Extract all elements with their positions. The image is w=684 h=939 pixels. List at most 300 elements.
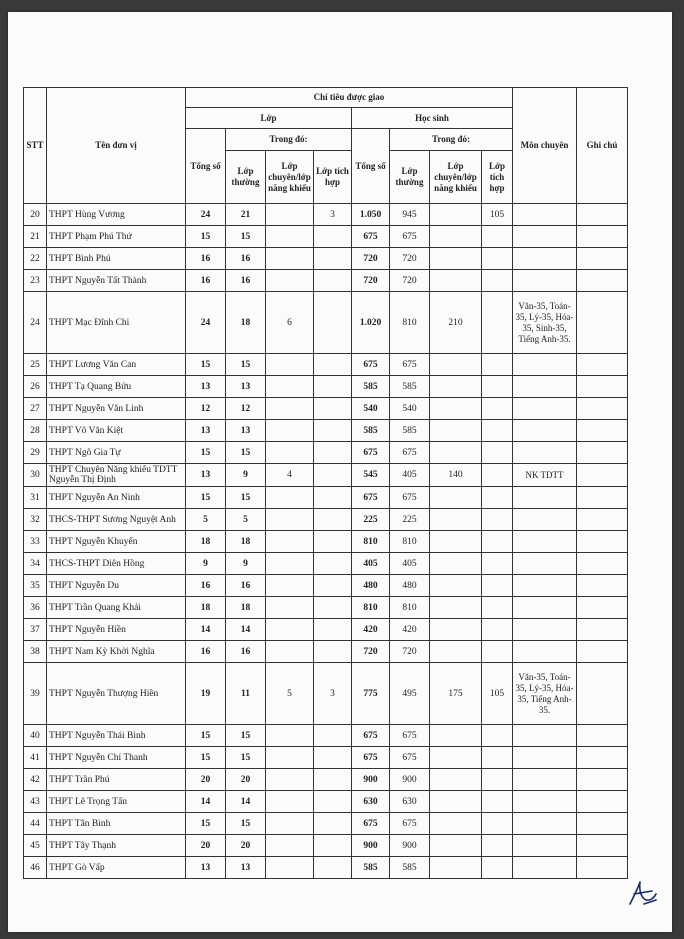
header-hs-thuong: Lớp thường	[390, 151, 430, 204]
cell-lop-tich-hop	[314, 226, 352, 248]
quota-table	[23, 87, 628, 879]
cell-mon-chuyen	[513, 226, 577, 248]
cell-hs-tich-hop	[482, 354, 513, 376]
cell-lop-tich-hop: 3	[314, 204, 352, 226]
cell-ghi-chu	[577, 398, 628, 420]
cell-hs-tich-hop	[482, 619, 513, 641]
cell-hs-tong-so: 420	[352, 619, 390, 641]
header-hs-chuyen: Lớp chuyên/lớp năng khiếu	[430, 151, 482, 204]
cell-lop-thuong: 9	[226, 553, 266, 575]
cell-ghi-chu	[577, 354, 628, 376]
table-row	[24, 464, 628, 487]
cell-hs-tong-so: 1.050	[352, 204, 390, 226]
cell-lop-tong-so: 5	[186, 509, 226, 531]
table-row	[24, 813, 628, 835]
cell-ten-don-vi: THCS-THPT Sương Nguyệt Anh	[47, 509, 186, 531]
cell-hs-thuong: 810	[390, 531, 430, 553]
cell-ghi-chu	[577, 270, 628, 292]
cell-ghi-chu	[577, 769, 628, 791]
cell-lop-chuyen	[266, 531, 314, 553]
header-hs-tong-so: Tổng số	[352, 129, 390, 204]
cell-lop-tong-so: 13	[186, 464, 226, 487]
cell-hs-chuyen: 210	[430, 292, 482, 354]
cell-stt: 45	[24, 835, 47, 857]
table-header	[24, 88, 628, 204]
cell-hs-chuyen	[430, 747, 482, 769]
cell-hs-tich-hop	[482, 292, 513, 354]
cell-lop-thuong: 11	[226, 663, 266, 725]
table-row	[24, 791, 628, 813]
cell-lop-thuong: 18	[226, 597, 266, 619]
cell-hs-thuong: 540	[390, 398, 430, 420]
table-row	[24, 398, 628, 420]
cell-hs-tich-hop	[482, 248, 513, 270]
cell-lop-chuyen	[266, 509, 314, 531]
cell-stt: 35	[24, 575, 47, 597]
cell-hs-thuong: 675	[390, 226, 430, 248]
cell-lop-chuyen	[266, 354, 314, 376]
cell-hs-chuyen	[430, 553, 482, 575]
cell-lop-tong-so: 24	[186, 292, 226, 354]
cell-hs-tong-so: 775	[352, 663, 390, 725]
cell-hs-chuyen	[430, 204, 482, 226]
cell-lop-thuong: 16	[226, 248, 266, 270]
cell-hs-chuyen	[430, 791, 482, 813]
cell-hs-thuong: 720	[390, 248, 430, 270]
cell-ten-don-vi: THPT Gò Vấp	[47, 857, 186, 879]
cell-stt: 43	[24, 791, 47, 813]
cell-mon-chuyen	[513, 420, 577, 442]
cell-lop-tich-hop	[314, 376, 352, 398]
cell-mon-chuyen	[513, 376, 577, 398]
cell-lop-thuong: 12	[226, 398, 266, 420]
cell-hs-tich-hop	[482, 531, 513, 553]
cell-ghi-chu	[577, 575, 628, 597]
cell-hs-chuyen	[430, 398, 482, 420]
cell-hs-tong-so: 630	[352, 791, 390, 813]
cell-hs-tich-hop	[482, 769, 513, 791]
cell-lop-chuyen	[266, 597, 314, 619]
cell-hs-tong-so: 810	[352, 531, 390, 553]
cell-lop-tich-hop	[314, 619, 352, 641]
cell-lop-chuyen	[266, 575, 314, 597]
cell-hs-chuyen	[430, 531, 482, 553]
cell-hs-tong-so: 720	[352, 641, 390, 663]
cell-mon-chuyen	[513, 769, 577, 791]
table-row	[24, 857, 628, 879]
cell-lop-chuyen: 6	[266, 292, 314, 354]
cell-hs-thuong: 495	[390, 663, 430, 725]
cell-lop-tong-so: 19	[186, 663, 226, 725]
cell-lop-chuyen	[266, 857, 314, 879]
cell-stt: 20	[24, 204, 47, 226]
cell-hs-thuong: 675	[390, 725, 430, 747]
cell-lop-chuyen: 4	[266, 464, 314, 487]
cell-ten-don-vi: THPT Lê Trọng Tấn	[47, 791, 186, 813]
cell-ghi-chu	[577, 553, 628, 575]
cell-lop-chuyen	[266, 553, 314, 575]
cell-lop-chuyen: 5	[266, 663, 314, 725]
table-row	[24, 575, 628, 597]
cell-stt: 32	[24, 509, 47, 531]
table-row	[24, 509, 628, 531]
cell-hs-tich-hop	[482, 857, 513, 879]
cell-lop-chuyen	[266, 835, 314, 857]
table-row	[24, 641, 628, 663]
cell-hs-tich-hop: 105	[482, 204, 513, 226]
cell-hs-tich-hop	[482, 835, 513, 857]
cell-lop-chuyen	[266, 420, 314, 442]
cell-lop-thuong: 20	[226, 769, 266, 791]
cell-hs-tong-so: 675	[352, 725, 390, 747]
cell-hs-tich-hop	[482, 509, 513, 531]
table-row	[24, 597, 628, 619]
cell-hs-chuyen	[430, 487, 482, 509]
cell-stt: 30	[24, 464, 47, 487]
cell-hs-tong-so: 720	[352, 248, 390, 270]
cell-hs-tong-so: 405	[352, 553, 390, 575]
cell-stt: 41	[24, 747, 47, 769]
cell-lop-tich-hop	[314, 553, 352, 575]
cell-stt: 33	[24, 531, 47, 553]
cell-hs-tong-so: 585	[352, 857, 390, 879]
cell-lop-chuyen	[266, 248, 314, 270]
cell-hs-tong-so: 1.020	[352, 292, 390, 354]
cell-lop-tong-so: 24	[186, 204, 226, 226]
table-row	[24, 204, 628, 226]
cell-lop-tong-so: 18	[186, 531, 226, 553]
cell-lop-chuyen	[266, 725, 314, 747]
cell-lop-thuong: 16	[226, 575, 266, 597]
cell-lop-tong-so: 16	[186, 270, 226, 292]
cell-hs-tich-hop	[482, 420, 513, 442]
cell-mon-chuyen	[513, 248, 577, 270]
cell-ghi-chu	[577, 835, 628, 857]
cell-stt: 42	[24, 769, 47, 791]
cell-stt: 40	[24, 725, 47, 747]
cell-mon-chuyen	[513, 835, 577, 857]
cell-lop-thuong: 18	[226, 292, 266, 354]
cell-hs-tich-hop	[482, 747, 513, 769]
cell-lop-thuong: 13	[226, 857, 266, 879]
cell-hs-tich-hop	[482, 487, 513, 509]
cell-hs-chuyen	[430, 725, 482, 747]
cell-ghi-chu	[577, 248, 628, 270]
table-body	[24, 204, 628, 879]
cell-ten-don-vi: THPT Bình Phú	[47, 248, 186, 270]
cell-stt: 25	[24, 354, 47, 376]
cell-ten-don-vi: THPT Nguyễn Chí Thanh	[47, 747, 186, 769]
header-lop-tong-so: Tổng số	[186, 129, 226, 204]
cell-stt: 27	[24, 398, 47, 420]
cell-hs-thuong: 720	[390, 270, 430, 292]
cell-hs-thuong: 585	[390, 420, 430, 442]
cell-ten-don-vi: THPT Nguyễn Hiền	[47, 619, 186, 641]
cell-hs-tich-hop	[482, 376, 513, 398]
cell-lop-tong-so: 13	[186, 420, 226, 442]
cell-stt: 44	[24, 813, 47, 835]
cell-lop-thuong: 13	[226, 420, 266, 442]
header-stt: STT	[24, 88, 47, 204]
cell-lop-chuyen	[266, 226, 314, 248]
cell-mon-chuyen: Văn-35, Toán-35, Lý-35, Hóa-35, Tiếng Anh-35.	[513, 663, 577, 725]
cell-hs-thuong: 720	[390, 641, 430, 663]
cell-hs-chuyen	[430, 509, 482, 531]
cell-mon-chuyen	[513, 857, 577, 879]
table-row	[24, 835, 628, 857]
cell-lop-tich-hop	[314, 509, 352, 531]
cell-hs-chuyen: 175	[430, 663, 482, 725]
cell-hs-tich-hop	[482, 398, 513, 420]
cell-ten-don-vi: THPT Tạ Quang Bửu	[47, 376, 186, 398]
cell-hs-thuong: 945	[390, 204, 430, 226]
cell-lop-thuong: 13	[226, 376, 266, 398]
cell-ghi-chu	[577, 813, 628, 835]
cell-ten-don-vi: THPT Mạc Đĩnh Chi	[47, 292, 186, 354]
cell-lop-thuong: 15	[226, 725, 266, 747]
cell-lop-tich-hop	[314, 442, 352, 464]
cell-ten-don-vi: THPT Phạm Phú Thứ	[47, 226, 186, 248]
cell-lop-tich-hop	[314, 270, 352, 292]
cell-ghi-chu	[577, 747, 628, 769]
cell-lop-chuyen	[266, 487, 314, 509]
cell-ten-don-vi: THPT Nguyễn Văn Linh	[47, 398, 186, 420]
cell-hs-tong-so: 585	[352, 420, 390, 442]
cell-lop-tich-hop	[314, 248, 352, 270]
cell-mon-chuyen	[513, 553, 577, 575]
cell-lop-tong-so: 20	[186, 835, 226, 857]
cell-ten-don-vi: THPT Nguyễn Thượng Hiền	[47, 663, 186, 725]
cell-stt: 22	[24, 248, 47, 270]
cell-lop-thuong: 15	[226, 487, 266, 509]
cell-mon-chuyen	[513, 354, 577, 376]
cell-ghi-chu	[577, 442, 628, 464]
cell-lop-thuong: 15	[226, 226, 266, 248]
cell-hs-tong-so: 675	[352, 813, 390, 835]
cell-ten-don-vi: THPT Tây Thạnh	[47, 835, 186, 857]
cell-mon-chuyen: NK TDTT	[513, 464, 577, 487]
cell-lop-tong-so: 16	[186, 248, 226, 270]
cell-ghi-chu	[577, 509, 628, 531]
cell-hs-tich-hop	[482, 813, 513, 835]
cell-lop-tich-hop	[314, 769, 352, 791]
cell-hs-thuong: 810	[390, 597, 430, 619]
cell-mon-chuyen	[513, 398, 577, 420]
cell-ghi-chu	[577, 619, 628, 641]
cell-lop-tong-so: 12	[186, 398, 226, 420]
cell-lop-chuyen	[266, 641, 314, 663]
header-lop-tich-hop: Lớp tích hợp	[314, 151, 352, 204]
header-lop: Lớp	[186, 108, 352, 129]
cell-stt: 23	[24, 270, 47, 292]
cell-stt: 37	[24, 619, 47, 641]
cell-ghi-chu	[577, 531, 628, 553]
cell-ten-don-vi: THPT Nguyễn Du	[47, 575, 186, 597]
cell-hs-tich-hop	[482, 641, 513, 663]
cell-lop-chuyen	[266, 619, 314, 641]
header-mon-chuyen: Môn chuyên	[513, 88, 577, 204]
cell-mon-chuyen	[513, 442, 577, 464]
cell-hs-tich-hop	[482, 226, 513, 248]
cell-ghi-chu	[577, 376, 628, 398]
cell-lop-tong-so: 15	[186, 813, 226, 835]
cell-ten-don-vi: THPT Nguyễn Thái Bình	[47, 725, 186, 747]
cell-ten-don-vi: THPT Trần Quang Khải	[47, 597, 186, 619]
cell-lop-thuong: 16	[226, 270, 266, 292]
cell-ten-don-vi: THPT Nguyễn Tất Thành	[47, 270, 186, 292]
cell-lop-tong-so: 18	[186, 597, 226, 619]
cell-lop-tich-hop	[314, 641, 352, 663]
cell-hs-tong-so: 545	[352, 464, 390, 487]
cell-mon-chuyen	[513, 791, 577, 813]
cell-stt: 38	[24, 641, 47, 663]
table-row	[24, 226, 628, 248]
cell-hs-chuyen	[430, 376, 482, 398]
cell-ghi-chu	[577, 791, 628, 813]
cell-hs-tong-so: 720	[352, 270, 390, 292]
cell-ghi-chu	[577, 420, 628, 442]
cell-stt: 26	[24, 376, 47, 398]
cell-lop-tich-hop	[314, 487, 352, 509]
cell-ten-don-vi: THPT Võ Văn Kiệt	[47, 420, 186, 442]
table-row	[24, 553, 628, 575]
cell-ten-don-vi: THPT Trần Phú	[47, 769, 186, 791]
cell-lop-chuyen	[266, 204, 314, 226]
cell-mon-chuyen: Văn-35, Toán-35, Lý-35, Hóa-35, Sinh-35, Tiếng Anh-35.	[513, 292, 577, 354]
cell-hs-thuong: 225	[390, 509, 430, 531]
cell-stt: 39	[24, 663, 47, 725]
cell-ten-don-vi: THPT Lương Văn Can	[47, 354, 186, 376]
cell-lop-thuong: 16	[226, 641, 266, 663]
cell-ghi-chu	[577, 725, 628, 747]
cell-hs-tong-so: 675	[352, 226, 390, 248]
cell-ghi-chu	[577, 663, 628, 725]
header-hs-tich-hop: Lớp tích hợp	[482, 151, 513, 204]
cell-hs-tong-so: 675	[352, 487, 390, 509]
cell-lop-thuong: 15	[226, 354, 266, 376]
cell-hs-tong-so: 480	[352, 575, 390, 597]
cell-hs-chuyen	[430, 248, 482, 270]
cell-hs-chuyen	[430, 226, 482, 248]
cell-mon-chuyen	[513, 531, 577, 553]
cell-hs-tich-hop	[482, 464, 513, 487]
cell-stt: 34	[24, 553, 47, 575]
cell-lop-thuong: 20	[226, 835, 266, 857]
cell-lop-tich-hop: 3	[314, 663, 352, 725]
cell-mon-chuyen	[513, 270, 577, 292]
cell-hs-thuong: 675	[390, 813, 430, 835]
cell-hs-tich-hop	[482, 791, 513, 813]
cell-lop-tong-so: 15	[186, 354, 226, 376]
table-row	[24, 487, 628, 509]
cell-stt: 46	[24, 857, 47, 879]
cell-hs-chuyen	[430, 813, 482, 835]
cell-lop-tich-hop	[314, 398, 352, 420]
cell-hs-tich-hop	[482, 270, 513, 292]
header-lop-thuong: Lớp thường	[226, 151, 266, 204]
cell-hs-thuong: 900	[390, 769, 430, 791]
cell-lop-chuyen	[266, 747, 314, 769]
cell-ghi-chu	[577, 204, 628, 226]
cell-lop-thuong: 14	[226, 619, 266, 641]
cell-hs-tong-so: 675	[352, 354, 390, 376]
cell-mon-chuyen	[513, 725, 577, 747]
cell-hs-thuong: 420	[390, 619, 430, 641]
cell-ten-don-vi: THPT Tân Bình	[47, 813, 186, 835]
cell-hs-tong-so: 810	[352, 597, 390, 619]
cell-ten-don-vi: THPT Chuyên Năng khiếu TDTT Nguyễn Thị Định	[47, 464, 186, 487]
header-hs-trong-do: Trong đó:	[390, 129, 513, 151]
cell-lop-tong-so: 15	[186, 226, 226, 248]
cell-hs-tong-so: 540	[352, 398, 390, 420]
table-row	[24, 663, 628, 725]
document-page	[8, 12, 672, 932]
cell-mon-chuyen	[513, 641, 577, 663]
cell-mon-chuyen	[513, 813, 577, 835]
table-row	[24, 420, 628, 442]
table-row	[24, 619, 628, 641]
cell-lop-tich-hop	[314, 464, 352, 487]
cell-lop-tich-hop	[314, 857, 352, 879]
cell-hs-tong-so: 900	[352, 835, 390, 857]
cell-hs-tich-hop	[482, 442, 513, 464]
cell-ghi-chu	[577, 641, 628, 663]
table-row	[24, 747, 628, 769]
cell-ten-don-vi: THPT Nguyễn An Ninh	[47, 487, 186, 509]
cell-hs-tich-hop	[482, 575, 513, 597]
cell-lop-thuong: 14	[226, 791, 266, 813]
cell-hs-chuyen	[430, 354, 482, 376]
cell-hs-tich-hop	[482, 553, 513, 575]
cell-hs-thuong: 675	[390, 442, 430, 464]
cell-stt: 29	[24, 442, 47, 464]
cell-hs-thuong: 630	[390, 791, 430, 813]
cell-lop-tich-hop	[314, 575, 352, 597]
cell-mon-chuyen	[513, 747, 577, 769]
cell-lop-tong-so: 15	[186, 487, 226, 509]
cell-hs-thuong: 675	[390, 747, 430, 769]
cell-stt: 31	[24, 487, 47, 509]
cell-hs-chuyen	[430, 619, 482, 641]
cell-hs-chuyen	[430, 857, 482, 879]
header-hoc-sinh: Học sinh	[352, 108, 513, 129]
cell-hs-chuyen	[430, 420, 482, 442]
cell-hs-tich-hop	[482, 597, 513, 619]
table-row	[24, 354, 628, 376]
table-row	[24, 531, 628, 553]
cell-ten-don-vi: THCS-THPT Diên Hồng	[47, 553, 186, 575]
cell-lop-chuyen	[266, 791, 314, 813]
cell-mon-chuyen	[513, 487, 577, 509]
cell-lop-chuyen	[266, 769, 314, 791]
cell-lop-chuyen	[266, 398, 314, 420]
cell-lop-tich-hop	[314, 791, 352, 813]
cell-hs-thuong: 675	[390, 487, 430, 509]
table-row	[24, 725, 628, 747]
cell-ten-don-vi: THPT Ngô Gia Tự	[47, 442, 186, 464]
table-row	[24, 248, 628, 270]
cell-hs-chuyen	[430, 575, 482, 597]
header-chi-tieu: Chỉ tiêu được giao	[186, 88, 513, 108]
cell-hs-tich-hop: 105	[482, 663, 513, 725]
cell-lop-tich-hop	[314, 725, 352, 747]
cell-lop-tich-hop	[314, 835, 352, 857]
cell-lop-tong-so: 16	[186, 641, 226, 663]
cell-lop-tong-so: 15	[186, 747, 226, 769]
cell-stt: 36	[24, 597, 47, 619]
cell-ghi-chu	[577, 292, 628, 354]
table-row	[24, 769, 628, 791]
